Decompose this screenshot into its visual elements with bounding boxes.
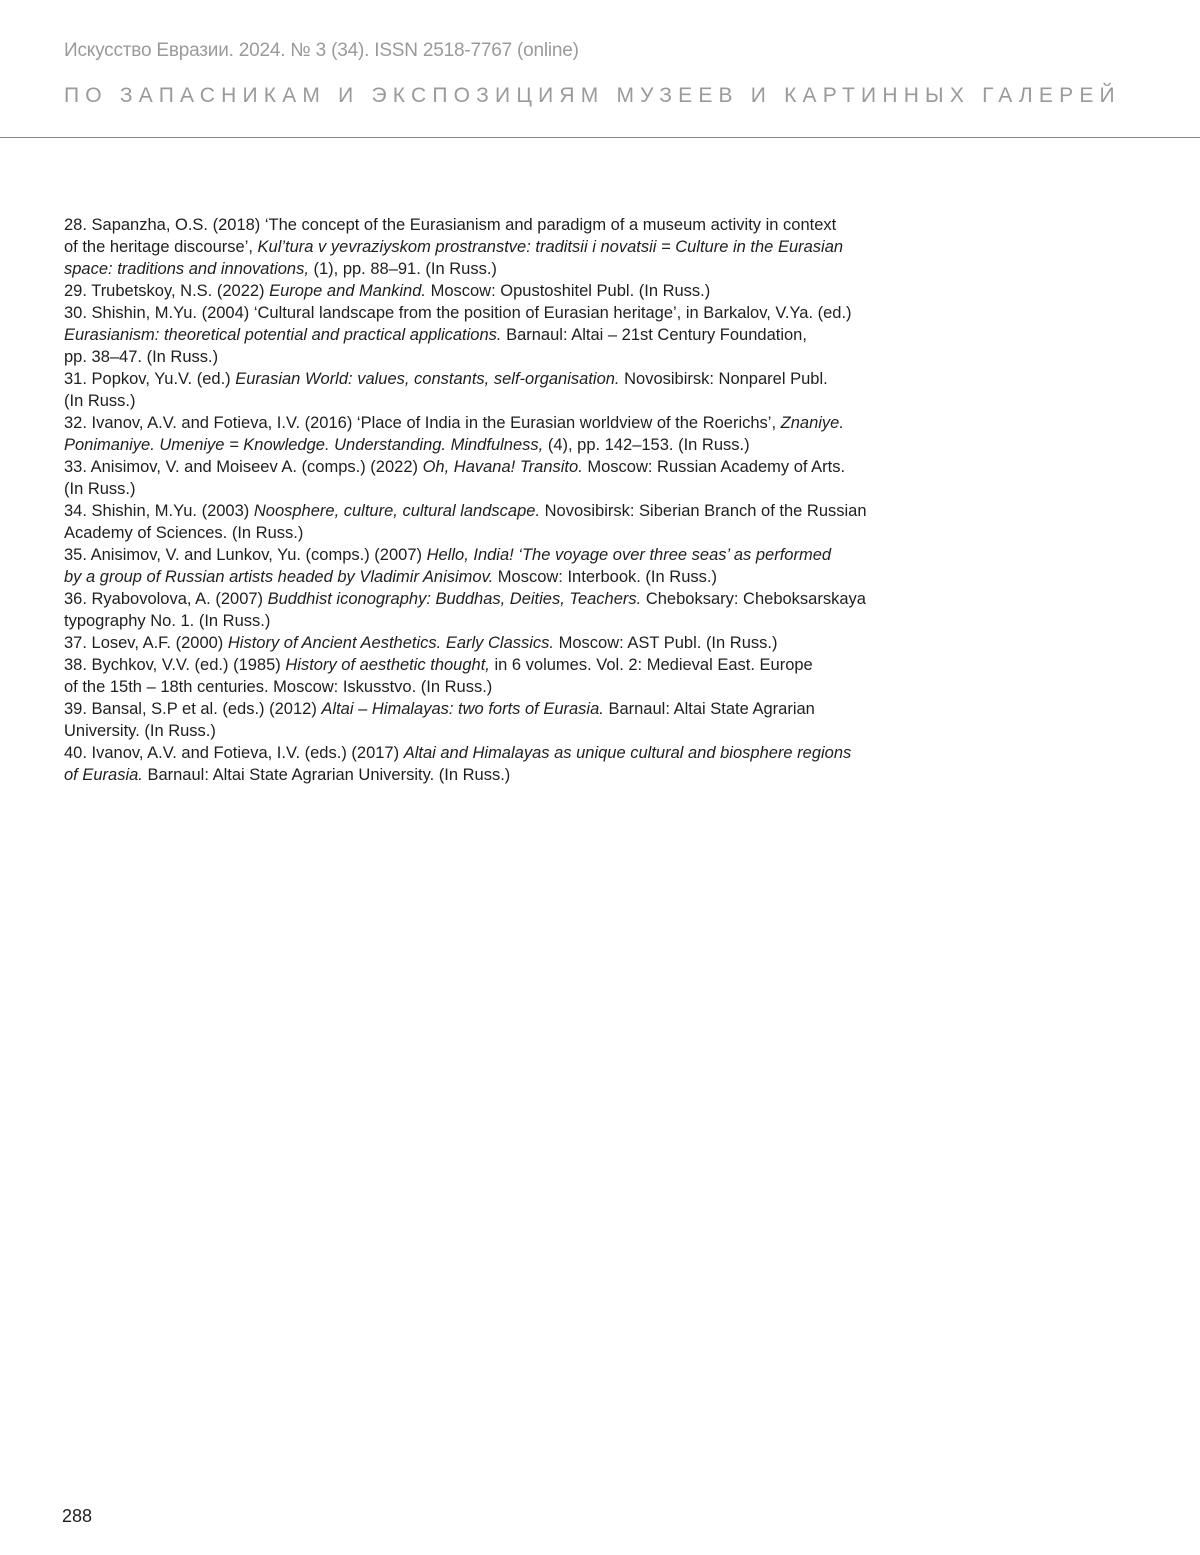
reference-text: Barnaul: Altai State Agrarian: [603, 700, 815, 718]
reference-title-italic: Altai and Himalayas as unique cultural and biosphere regions: [403, 744, 852, 762]
reference-text: 33. Anisimov, V. and Moiseev A. (comps.) (2022): [64, 458, 423, 476]
reference-title-italic: Znaniye.: [780, 414, 844, 432]
reference-line: [64, 676, 964, 698]
reference-text: 40. Ivanov, A.V. and Fotieva, I.V. (eds.) (2017): [64, 744, 404, 762]
reference-text: (In Russ.): [64, 480, 136, 498]
reference-text: Academy of Sciences. (In Russ.): [64, 524, 304, 542]
reference-line: [64, 236, 964, 258]
reference-line: [64, 742, 964, 764]
reference-text: 30. Shishin, M.Yu. (2004) ‘Cultural landscape from the position of Eurasian heritage’, in Barkalov, V.Ya. (ed.): [64, 304, 852, 322]
reference-text: Cheboksary: Cheboksarskaya: [641, 590, 866, 608]
reference-line: [64, 566, 964, 588]
section-title: ПО ЗАПАСНИКАМ И ЭКСПОЗИЦИЯМ МУЗЕЕВ И КАРТИННЫХ ГАЛЕРЕЙ: [64, 84, 1121, 107]
reference-line: [64, 456, 964, 478]
reference-text: pp. 38–47. (In Russ.): [64, 348, 219, 366]
reference-line: [64, 280, 964, 302]
reference-line: [64, 632, 964, 654]
reference-text: 32. Ivanov, A.V. and Fotieva, I.V. (2016) ‘Place of India in the Eurasian worldview of the Roerichs’,: [64, 414, 781, 432]
reference-text: 31. Popkov, Yu.V. (ed.): [64, 370, 236, 388]
reference-line: [64, 522, 964, 544]
reference-text: University. (In Russ.): [64, 722, 216, 740]
reference-text: 29. Trubetskoy, N.S. (2022): [64, 282, 270, 300]
reference-text: Novosibirsk: Nonparel Publ.: [619, 370, 828, 388]
reference-title-italic: by a group of Russian artists headed by Vladimir Anisimov.: [64, 568, 494, 586]
reference-text: (4), pp. 142–153. (In Russ.): [543, 436, 750, 454]
header-divider: [0, 137, 1200, 138]
reference-text: Moscow: Opustoshitel Publ. (In Russ.): [425, 282, 711, 300]
reference-text: 28. Sapanzha, O.S. (2018) ‘The concept of the Eurasianism and paradigm of a museum activity in context: [64, 216, 837, 234]
reference-line: [64, 368, 964, 390]
reference-title-italic: Hello, India! ‘The voyage over three seas’ as performed: [426, 546, 832, 564]
reference-text: Moscow: Interbook. (In Russ.): [493, 568, 717, 586]
reference-line: [64, 412, 964, 434]
reference-title-italic: Kul’tura v yevraziyskom prostranstve: traditsii i novatsii = Culture in the Eurasian: [257, 238, 844, 256]
reference-title-italic: Europe and Mankind.: [269, 282, 426, 300]
reference-text: 35. Anisimov, V. and Lunkov, Yu. (comps.) (2007): [64, 546, 427, 564]
reference-text: in 6 volumes. Vol. 2: Medieval East. Europe: [489, 656, 813, 674]
reference-title-italic: Buddhist iconography: Buddhas, Deities, Teachers.: [267, 590, 642, 608]
reference-text: (1), pp. 88–91. (In Russ.): [308, 260, 497, 278]
reference-line: [64, 258, 964, 280]
reference-text: 38. Bychkov, V.V. (ed.) (1985): [64, 656, 286, 674]
reference-text: 37. Losev, A.F. (2000): [64, 634, 228, 652]
reference-line: [64, 588, 964, 610]
page-number: 288: [62, 1506, 93, 1526]
reference-text: (In Russ.): [64, 392, 136, 410]
reference-line: [64, 434, 964, 456]
reference-line: [64, 214, 964, 236]
reference-title-italic: Noosphere, culture, cultural landscape.: [253, 502, 541, 520]
reference-text: typography No. 1. (In Russ.): [64, 612, 271, 630]
reference-text: Barnaul: Altai State Agrarian University. (In Russ.): [142, 766, 511, 784]
reference-text: Barnaul: Altai – 21st Century Foundation,: [501, 326, 807, 344]
reference-text: Moscow: AST Publ. (In Russ.): [554, 634, 778, 652]
reference-title-italic: Altai – Himalayas: two forts of Eurasia.: [321, 700, 604, 718]
reference-title-italic: Eurasian World: values, constants, self-organisation.: [235, 370, 620, 388]
reference-text: Novosibirsk: Siberian Branch of the Russian: [540, 502, 867, 520]
reference-title-italic: of Eurasia.: [64, 766, 143, 784]
reference-line: [64, 720, 964, 742]
reference-title-italic: Ponimaniye. Umeniye = Knowledge. Understanding. Mindfulness,: [64, 436, 544, 454]
reference-title-italic: Eurasianism: theoretical potential and practical applications.: [64, 326, 502, 344]
journal-title: Искусство Евразии. 2024. № 3 (34). ISSN 2518-7767 (online): [64, 40, 579, 61]
reference-text: 34. Shishin, M.Yu. (2003): [64, 502, 254, 520]
reference-title-italic: History of aesthetic thought,: [285, 656, 490, 674]
reference-line: [64, 390, 964, 412]
reference-text: Moscow: Russian Academy of Arts.: [582, 458, 846, 476]
reference-line: [64, 478, 964, 500]
reference-text: of the heritage discourse’,: [64, 238, 258, 256]
reference-text: 36. Ryabovolova, A. (2007): [64, 590, 268, 608]
reference-line: [64, 302, 964, 324]
reference-line: [64, 324, 964, 346]
reference-line: [64, 698, 964, 720]
reference-line: [64, 610, 964, 632]
reference-line: [64, 544, 964, 566]
reference-text: 39. Bansal, S.P et al. (eds.) (2012): [64, 700, 322, 718]
reference-title-italic: Oh, Havana! Transito.: [422, 458, 583, 476]
reference-text: of the 15th – 18th centuries. Moscow: Iskusstvo. (In Russ.): [64, 678, 493, 696]
reference-line: [64, 654, 964, 676]
reference-line: [64, 764, 964, 786]
reference-title-italic: space: traditions and innovations,: [64, 260, 309, 278]
reference-list: [64, 214, 964, 786]
reference-line: [64, 346, 964, 368]
reference-line: [64, 500, 964, 522]
reference-title-italic: History of Ancient Aesthetics. Early Classics.: [227, 634, 555, 652]
